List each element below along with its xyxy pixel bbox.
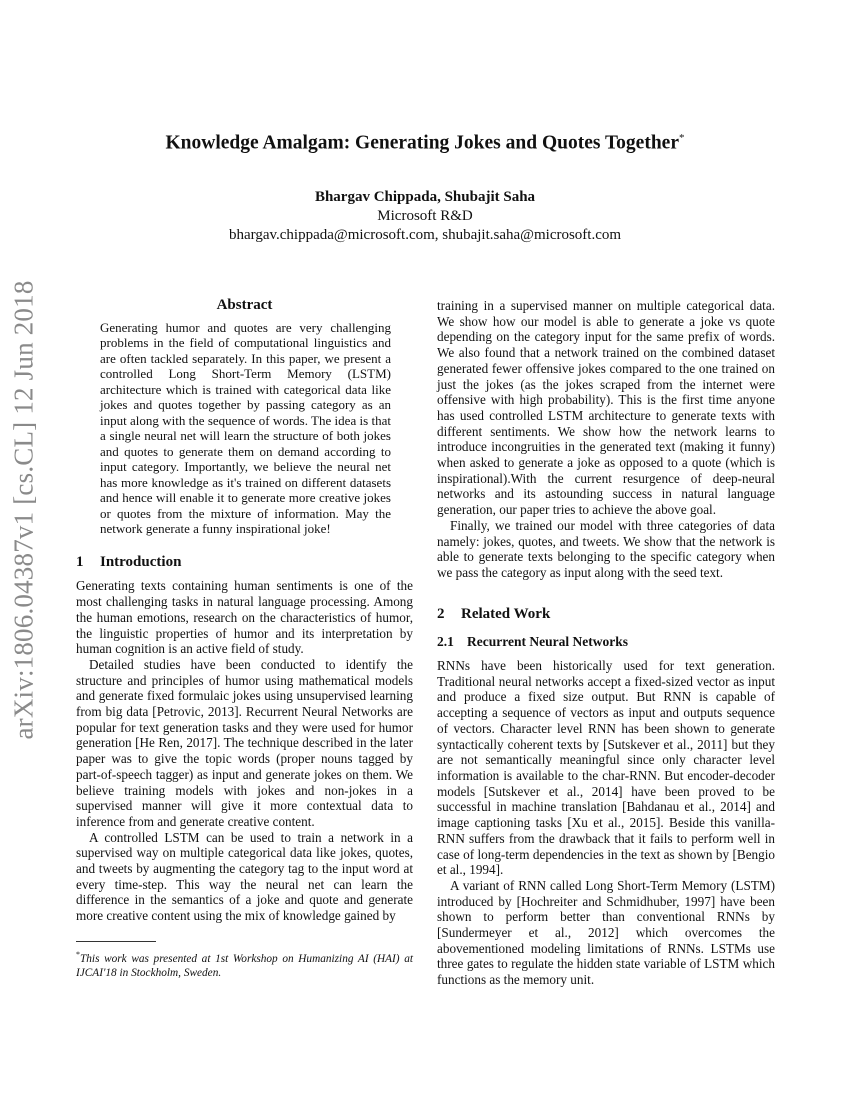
arxiv-stamp [4,280,44,740]
title-footnote-mark: * [679,132,685,144]
subsection-title: Recurrent Neural Networks [467,634,628,650]
related-paragraph-1: RNNs have been historically used for text generation. Traditional neural networks accept a fixed-sized vector as input and produce a fixed size output. But RNN is capable of accepting a sequence of vectors as input and outputs sequence of vectors. Character level RNN has been shown to generate syntactically coherent texts by [Sutskever et al., 2011] but they are not semantically meaningful since only character level information is available to the char-RNN. But encoder-decoder models [Sutskever et al., 2014] have been proved to be successful in machine translation [Bahdanau et al., 2014] and image captioning tasks [Xu et al., 2015]. Beside this vanilla-RNN suffers from the drawback that it fails to perform well in case of long-term dependencies in the text as shown by [Bengio et al., 1994]. [437,658,775,878]
section-number: 1 [76,553,84,570]
section-number: 2 [437,605,445,622]
arxiv-stamp-text: arXiv:1806.04387v1 [cs.CL] 12 Jun 2018 [8,280,39,740]
abstract-text: Generating humor and quotes are very challenging problems in the field of computational linguistics and are often tackled separately. In this paper, we present a controlled Long Short-Term Memory (LSTM) architecture which is trained with categorical data like jokes and quotes together by passing category as an input along with the sequence of words. The idea is that a single neural net will learn the structure of both jokes and quotes to generate them on demand according to input category. Importantly, we believe the neural net has more knowledge as it's trained on different datasets and hence will enable it to generate more creative jokes or quotes from the mixture of information. May the network generate a funny inspirational joke! [100,319,391,537]
footnote-text: This work was presented at 1st Workshop on Humanizing AI (HAI) at IJCAI'18 in Stockholm, Sweden. [76,952,413,979]
intro-paragraph-3: A controlled LSTM can be used to train a network in a supervised way on multiple categorical data like jokes, quotes, and tweets by augmenting the category tag to the input word at every time-step. This way the neural net can learn the difference in the semantics of a joke and quote and generate more creative content using the mix of knowledge gained by [76,829,413,924]
author-names: Bhargav Chippada, Shubajit Saha [314,189,536,205]
related-paragraph-2: A variant of RNN called Long Short-Term Memory (LSTM) introduced by [Hochreiter and Schmidhuber, 1997] have been shown to perform better than conventional RNNs by [Sundermeyer et al., 2012] which overcomes the abovementioned modeling limitations of RNNs. LSTMs use three gates to regulate the hidden state variable of LSTM which functions as the memory unit. [437,877,775,988]
footnote [76,948,413,980]
subsection-number: 2.1 [437,634,454,650]
left-column [76,298,413,924]
intro-paragraph-2: Detailed studies have been conducted to identify the structure and principles of humor using mathematical models and generate fixed formulaic jokes using unsupervised learning from big data [Petrovic, 2013]. Recurrent Neural Networks are popular for text generation tasks and they were used for humor generation [He Ren, 2017]. The technique described in the later paper was to give the topic words (proper nouns tagged by part-of-speech tagger) as input and generate jokes on them. We believe training models with jokes and non-jokes in a supervised manner will give it more contextual data to inference from and generate creative content. [76,656,413,829]
author-emails: bhargav.chippada@microsoft.com, shubajit.saha@microsoft.com [228,227,622,243]
section-title: Introduction [100,553,182,570]
abstract-heading: Abstract [216,297,273,313]
subsection-heading-rnn [437,634,775,650]
right-column [437,298,775,988]
section-heading-related-work [437,607,775,623]
intro-paragraph-4: Finally, we trained our model with three categories of data namely: jokes, quotes, and tweets. We show that the network is able to generate texts belonging to the specific category when we pass the category as input along with the seed text. [437,517,775,580]
author-affiliation: Microsoft R&D [377,208,473,224]
footnote-rule [76,941,156,942]
intro-paragraph-1: Generating texts containing human sentiments is one of the most challenging tasks in natural language processing. Among the human emotions, research on the characteristics of humor, the linguistic properties of humor and its interpretation by human cognition is an active field of study. [76,578,413,657]
intro-paragraph-3-continued: training in a supervised manner on multiple categorical data. We show how our model is able to generate a joke vs quote depending on the category input for the same prefix of words. We also found that a network trained on the combined dataset generated fewer offensive jokes compared to the one trained on just the jokes (as the jokes scraped from the internet were offensive with high probability). This is the first time anyone has used controlled LSTM architecture to generate texts with different sentiments. We show how the network learns to introduce incongruities in the generated text (making it funny) when asked to generate a joke as opposed to a quote (which is inspirational).With the current resurgence of deep-neural networks and its astounding success in natural language generation, our paper tries to achieve the above goal. [437,298,775,518]
footnote-mark: * [76,950,80,959]
section-heading-introduction [76,555,413,571]
author-block [0,188,850,245]
section-title: Related Work [461,605,551,622]
paper-title-text: Knowledge Amalgam: Generating Jokes and Quotes Together [165,132,679,154]
paper-title [0,132,850,155]
